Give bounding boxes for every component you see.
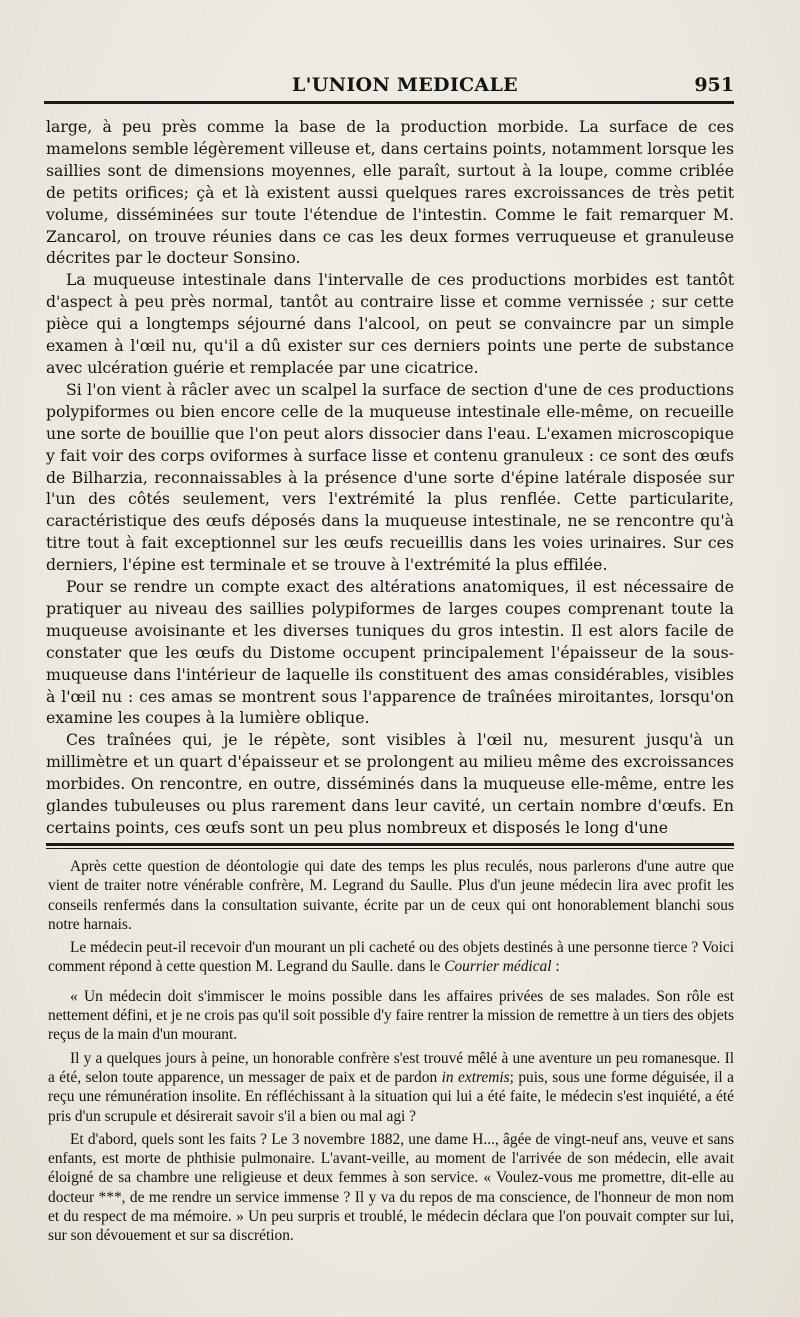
article-paragraph: large, à peu près comme la base de la production morbide. La surface de ces mamelons semble légèrement villeuse et, dans certains points, notamment lorsque les saillies sont de dimensions moyennes, elle paraît, surtout à la loupe, comme criblée de petits orifices; çà et là existent aussi quelques rares excroissances de très petit volume, disséminées sur toute l'étendue de l'intestin. Comme le fait remarquer M. Zancarol, on trouve réunies dans ce cas les deux formes verruqueuse et granuleuse décrites par le docteur Sonsino. — [46, 117, 734, 268]
feuilleton-paragraph: Et d'abord, quels sont les faits ? Le 3 novembre 1882, une dame H..., âgée de vingt-neuf ans, veuve et sans enfants, est morte de phthisie pulmonaire. L'avant-veille, au moment de l'arrivée de son médecin, elle avait éloigné de sa chambre une religieuse et deux femmes à son service. « Voulez-vous me promettre, dit-elle au docteur ***, de me rendre un service immense ? Il y va du repos de ma conscience, de l'honneur de mon nom et du respect de ma mémoire. » Un peu surpris et troublé, le médecin déclara que l'on pouvait compter sur lui, sur son dévouement et sur sa discrétion. — [48, 1130, 734, 1245]
feuilleton-text: Il y a quelques jours à peine, un honorable confrère s'est trouvé mêlé à une aventure un peu romanesque. Il a été, selon toute apparence, un messager de paix et de pardon — [48, 1049, 734, 1086]
feuilleton-section — [48, 857, 734, 1250]
page-number: 951 — [694, 74, 734, 96]
article-paragraph: La muqueuse intestinale dans l'intervalle de ces productions morbides est tantôt d'aspect à peu près normal, tantôt au contraire lisse et comme vernissée ; sur cette pièce qui a longtemps séjourné dans l'alcool, on peut se convaincre par un simple examen à l'œil nu, qu'il a dû exister sur ces derniers points une perte de substance avec ulcération guérie et remplacée par une cicatrice. — [46, 270, 734, 377]
page-header — [44, 74, 734, 98]
feuilleton-paragraph — [48, 1049, 734, 1126]
feuilleton-text: : — [551, 958, 560, 976]
journal-title: L'UNION MEDICALE — [292, 74, 518, 96]
feuilleton-text: Le médecin peut-il recevoir d'un mourant un pli cacheté ou des objets destinés à une personne tierce ? Voici comment répond à cette question M. Legrand du Saulle. dans le — [48, 939, 734, 976]
header-rule — [44, 101, 734, 104]
article-paragraph: Ces traînées qui, je le répète, sont visibles à l'œil nu, mesurent jusqu'à un millimètre et un quart d'épaisseur et se prolongent au milieu même des excroissances morbides. On rencontre, en outre, disséminés dans la muqueuse elle-même, entre les glandes tubuleuses ou plus rarement dans leur cavité, un certain nombre d'œufs. En certains points, ces œufs sont un peu plus nombreux et disposés le long d'une — [46, 730, 734, 837]
latin-phrase: in extremis — [441, 1068, 510, 1086]
feuilleton-text: ; puis, sous une forme déguisée, il a reçu une rémunération insolite. En réfléchissant à la situation qui lui a été faite, le médecin s'est inquiété, a été pris d'un scrupule et désirerait savoir s'il a bien ou mal agi ? — [48, 1068, 734, 1125]
article-paragraph: Pour se rendre un compte exact des altérations anatomiques, il est nécessaire de pratiquer au niveau des saillies polypiformes de larges coupes comprenant toute la muqueuse avoisinante et les diverses tuniques du gros intestin. Il est alors facile de constater que les œufs du Distome occupent principalement l'épaisseur de la sous-muqueuse dans l'intérieur de laquelle ils constituent des amas considérables, visibles à l'œil nu : ces amas se montrent sous l'apparence de traînées miroitantes, lorsqu'on examine les coupes à la lumière oblique. — [46, 577, 734, 728]
feuilleton-paragraph: « Un médecin doit s'immiscer le moins possible dans les affaires privées de ses malades. Son rôle est nettement défini, et je ne crois pas qu'il soit possible d'y faire rentrer la mission de remettre à un tiers des objets reçus de la main d'un mourant. — [48, 987, 734, 1044]
feuilleton-paragraph: Après cette question de déontologie qui date des temps les plus reculés, nous parlerons d'une autre que vient de traiter notre vénérable confrère, M. Legrand du Saulle. Plus d'un jeune médecin lira avec profit les conseils renfermés dans la consultation suivante, écrite par un de ceux qui ont honorablement blanchi sous notre harnais. — [48, 858, 734, 933]
article-body — [46, 116, 734, 839]
feuilleton-paragraph — [48, 938, 734, 977]
article-paragraph: Si l'on vient à râcler avec un scalpel la surface de section d'une de ces productions polypiformes ou bien encore celle de la muqueuse intestinale elle-même, on recueille une sorte de bouillie que l'on peut alors dissocier dans l'eau. L'examen microscopique y fait voir des corps oviformes à surface lisse et contenu granuleux : ce sont des œufs de Bilharzia, reconnaissables à la présence d'une sorte d'épine latérale disposée sur l'un des côtés seulement, vers l'extrémité la plus renflée. Cette particularite, caractéristique des œufs déposés dans la muqueuse intestinale, ne se rencontre qu'à titre tout à fait exceptionnel sur les œufs recueillis dans les voies urinaires. Sur ces derniers, l'épine est terminale et se trouve à l'extrémité la plus effilée. — [46, 379, 734, 575]
journal-reference: Courrier médical — [444, 958, 552, 976]
feuilleton-separator — [46, 843, 734, 849]
